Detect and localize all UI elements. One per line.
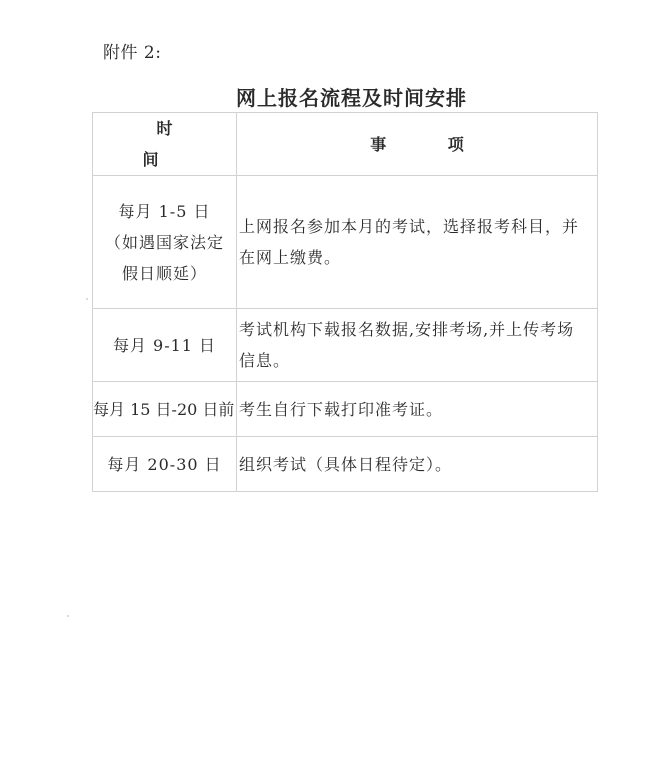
item-line: 上网报名参加本月的考试，选择报考科目，并 bbox=[239, 217, 580, 236]
item-cell bbox=[237, 176, 598, 309]
item-line: 在网上缴费。 bbox=[239, 248, 342, 267]
time-line: （如遇国家法定 bbox=[104, 232, 224, 252]
table-header-row bbox=[93, 113, 598, 176]
time-line: 每月 15 日-20 日前 bbox=[93, 399, 235, 419]
table-row bbox=[93, 176, 598, 309]
attachment-label: 附件 2: bbox=[103, 43, 162, 63]
time-cell bbox=[93, 176, 237, 309]
schedule-table bbox=[92, 112, 598, 492]
time-line: 每月 20-30 日 bbox=[107, 454, 222, 474]
time-line: 每月 9-11 日 bbox=[112, 335, 217, 355]
scan-speck bbox=[86, 298, 88, 300]
table-row bbox=[93, 382, 598, 437]
time-line: 假日顺延） bbox=[121, 263, 207, 283]
item-line: 信息。 bbox=[239, 351, 291, 370]
time-cell bbox=[93, 309, 237, 382]
item-line: 考生自行下载打印准考证。 bbox=[239, 399, 444, 419]
item-line: 考试机构下载报名数据,安排考场,并上传考场 bbox=[239, 320, 575, 339]
item-line: 组织考试（具体日程待定）。 bbox=[239, 454, 453, 474]
time-cell bbox=[93, 437, 237, 492]
table-row bbox=[93, 437, 598, 492]
time-line: 每月 1-5 日 bbox=[118, 201, 211, 221]
header-time: 时 间 bbox=[93, 113, 237, 176]
document-title: 网上报名流程及时间安排 bbox=[236, 86, 467, 110]
table-row bbox=[93, 309, 598, 382]
item-cell bbox=[237, 437, 598, 492]
time-cell bbox=[93, 382, 237, 437]
item-cell bbox=[237, 309, 598, 382]
item-cell bbox=[237, 382, 598, 437]
scan-speck bbox=[67, 615, 69, 617]
header-item: 事 项 bbox=[237, 113, 598, 176]
